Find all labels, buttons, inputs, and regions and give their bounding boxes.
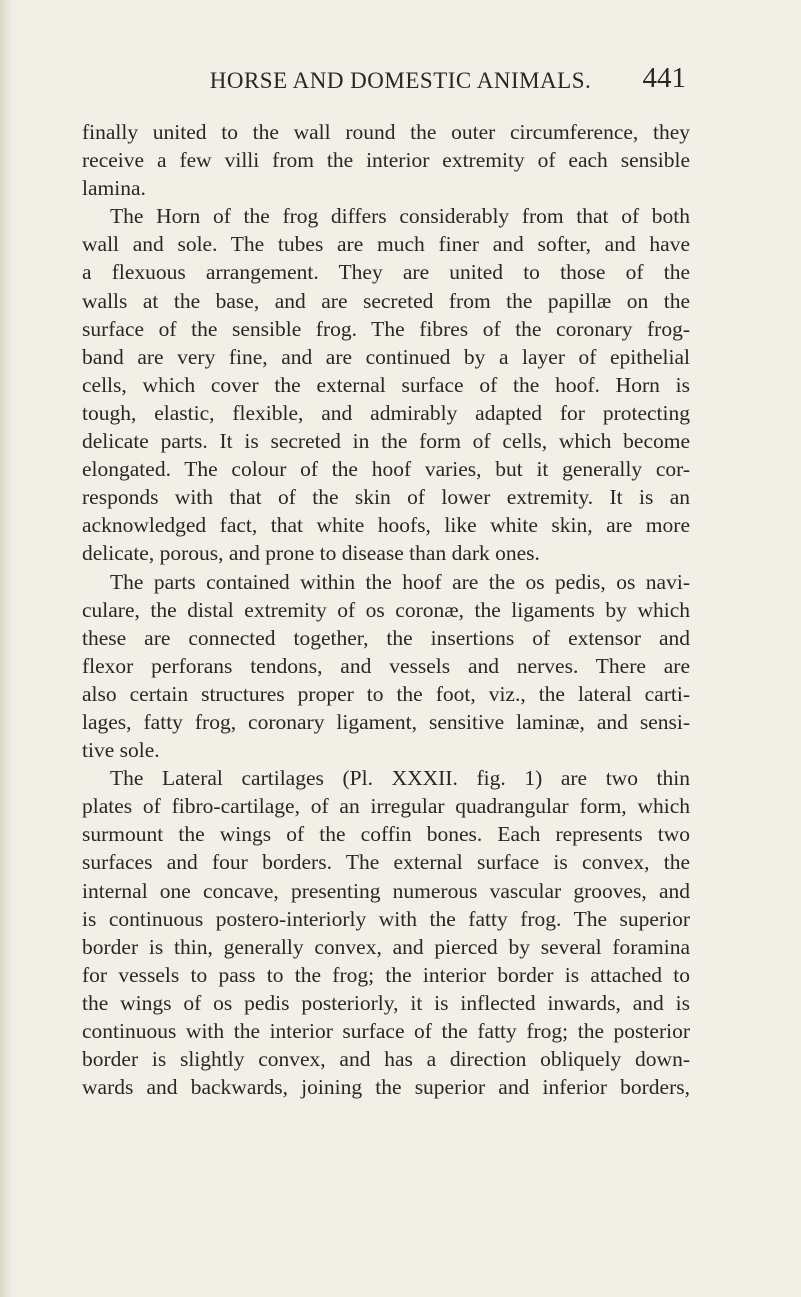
running-title: HORSE AND DOMESTIC ANIMALS. (209, 68, 592, 93)
text-line: culare, the distal extremity of os coronæ, the ligaments by which (82, 597, 690, 622)
text-line: band are very fine, and are continued by a layer of epithelial (82, 344, 690, 369)
text-line: internal one concave, presenting numerous vascular grooves, and (82, 878, 690, 903)
page-header (0, 62, 801, 102)
text-line: these are connected together, the insertions of extensor and (82, 625, 690, 650)
binding-shadow (0, 0, 14, 1297)
text-line: delicate, porous, and prone to disease than dark ones. (82, 541, 540, 566)
paragraph-start-line: The Horn of the frog differs considerably from that of both (110, 204, 690, 229)
text-line: the wings of os pedis posteriorly, it is inflected inwards, and is (82, 990, 690, 1015)
text-line: tough, elastic, flexible, and admirably adapted for protecting (82, 400, 690, 425)
text-line: surface of the sensible frog. The fibres of the coronary frog- (82, 316, 690, 341)
text-line: a flexuous arrangement. They are united to those of the (82, 260, 690, 285)
text-line: receive a few villi from the interior extremity of each sensible (82, 148, 690, 173)
paragraph-start-line: The parts contained within the hoof are the os pedis, os navi- (110, 569, 690, 594)
text-line: plates of fibro-cartilage, of an irregular quadrangular form, which (82, 794, 690, 819)
text-line: surfaces and four borders. The external surface is convex, the (82, 850, 690, 875)
text-line: finally united to the wall round the outer circumference, they (82, 120, 690, 144)
text-line: lamina. (82, 176, 146, 201)
text-line: continuous with the interior surface of the fatty frog; the posterior (82, 1019, 690, 1043)
text-line: wards and backwards, joining the superior and inferior borders, (82, 1075, 690, 1100)
text-line: border is slightly convex, and has a direction obliquely down- (82, 1047, 690, 1072)
text-line: cells, which cover the external surface of the hoof. Horn is (82, 372, 690, 397)
text-line: border is thin, generally convex, and pierced by several foramina (82, 934, 690, 959)
paragraph-start-line: The Lateral cartilages (Pl. XXXII. fig. 1) are two thin (110, 766, 690, 791)
text-line: elongated. The colour of the hoof varies, but it generally cor- (82, 457, 690, 482)
text-line: also certain structures proper to the foot, viz., the lateral carti- (82, 681, 690, 706)
text-line: is continuous postero-interiorly with the fatty frog. The superior (82, 906, 690, 931)
text-line: surmount the wings of the coffin bones. Each represents two (82, 822, 690, 847)
page-number: 441 (642, 62, 686, 94)
text-line: flexor perforans tendons, and vessels and nerves. There are (82, 653, 690, 678)
text-line: delicate parts. It is secreted in the form of cells, which become (82, 429, 690, 454)
text-line: tive sole. (82, 738, 160, 763)
text-line: walls at the base, and are secreted from the papillæ on the (82, 288, 690, 313)
text-line: lages, fatty frog, coronary ligament, sensitive laminæ, and sensi- (82, 709, 690, 734)
text-line: wall and sole. The tubes are much finer and softer, and have (82, 232, 690, 257)
text-line: for vessels to pass to the frog; the interior border is attached to (82, 962, 690, 987)
body-text (82, 118, 690, 1101)
text-line: responds with that of the skin of lower extremity. It is an (82, 485, 690, 510)
text-line: acknowledged fact, that white hoofs, like white skin, are more (82, 513, 690, 538)
